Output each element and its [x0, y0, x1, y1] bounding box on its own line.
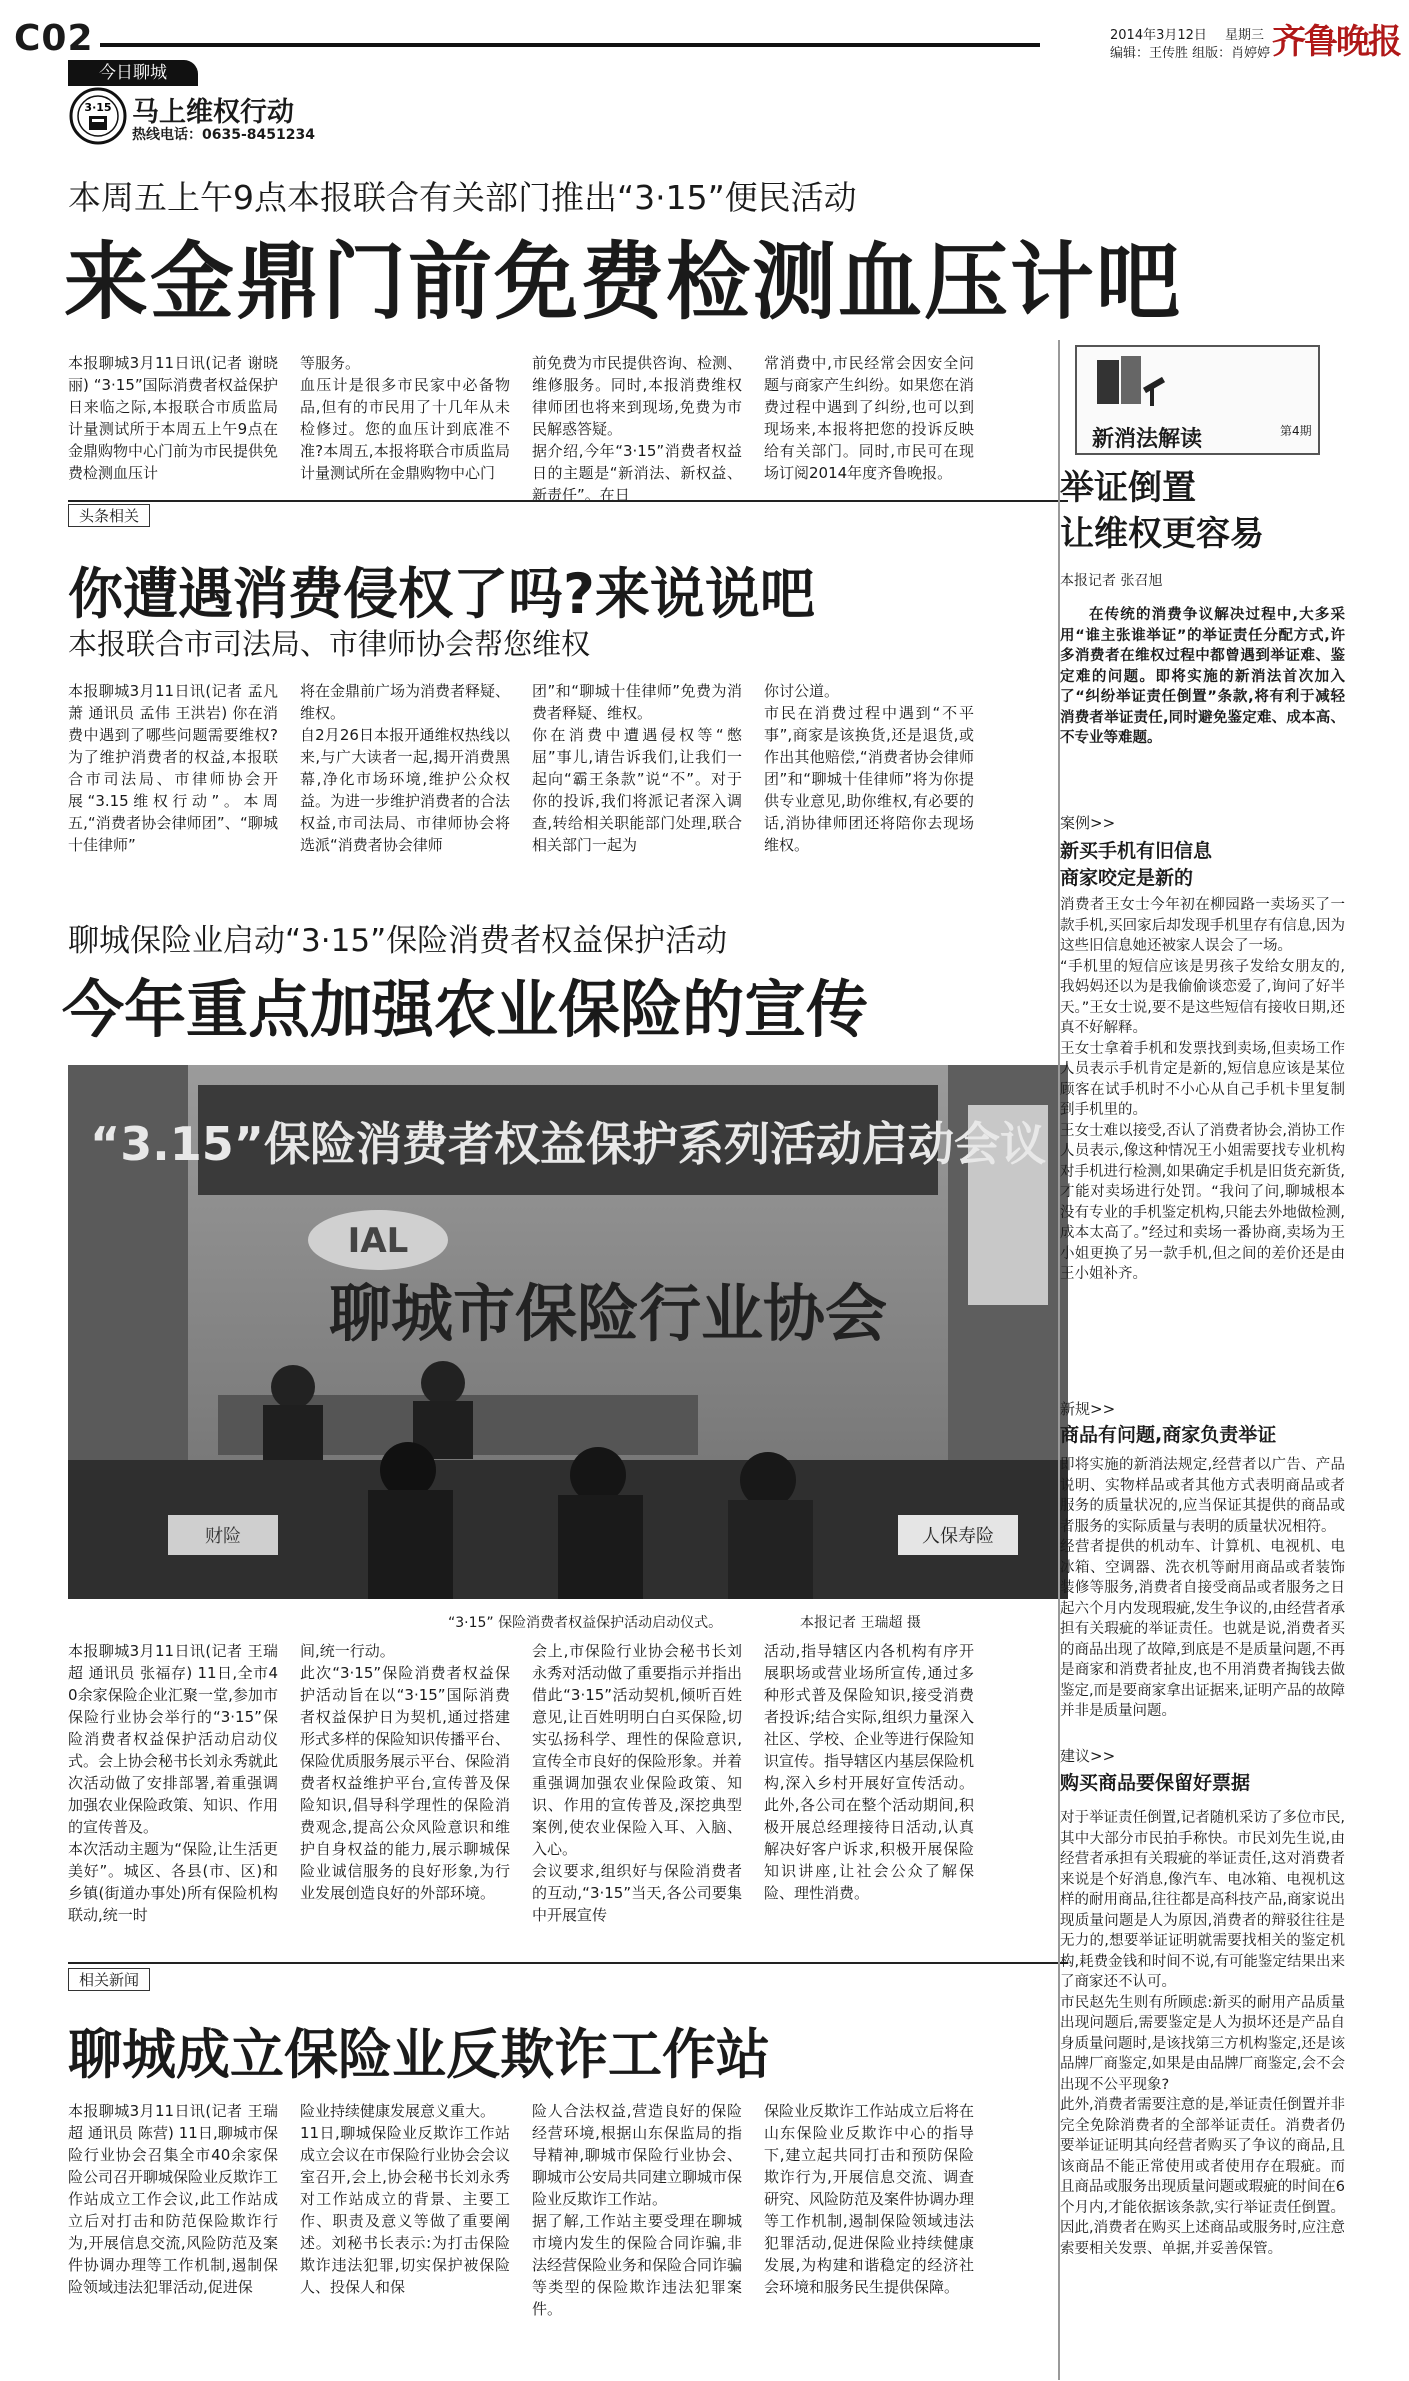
- advice-text: 对于举证责任倒置,记者随机采访了多位市民,其中大部分市民拍手称快。市民刘先生说,由经营者承担有关瑕疵的举证责任,这对消费者来说是个好消息,像汽车、电冰箱、电视机这样的耐用商品,往往都是高科技产品,商家说出现质量问题是人为原因,消费者的辩驳往往是无力的,想要举证证明就需要找相关的鉴定机构,耗费金钱和时间不说,有可能鉴定结果出来了商家还不认可。 市民赵先生则有所顾虑:新买的耐用产品质量出现问题后,需要鉴定是人为损坏还是产品自身质量问题时,是该找第三方机构鉴定,还是该品牌厂商鉴定,如果是由品牌厂商鉴定,会不会出现不公平现象? 此外,消费者需要注意的是,举证责任倒置并非完全免除消费者的全部举证责任。消费者仍要举证证明其向经营者购买了争议的商品,且该商品不能正常使用或者使用存在瑕疵。而且商品或服务出现质量问题或瑕疵的时间在6个月内,才能依据该条款,实行举证责任倒置。因此,消费者在购买上述商品或服务时,应注意索要相关发票、单据,并妥善保管。: [1060, 1810, 1345, 2257]
- page-number: C02: [14, 18, 94, 59]
- lead-subtitle: 本周五上午9点本报联合有关部门推出“3·15”便民活动: [68, 178, 857, 217]
- story2-column-1: 本报聊城3月11日讯(记者 孟凡萧 通讯员 孟伟 王洪岩) 你在消费中遇到了哪些问题需要维权?为了维护消费者的权益,本报联合市司法局、市律师协会开展“3.15维权行动”。本周五,“消费者协会律师团”、“聊城十佳律师”: [68, 682, 278, 854]
- meeting-photo: [68, 1065, 1068, 1599]
- section-tab: 今日聊城: [68, 60, 198, 86]
- header-rule: [100, 43, 1040, 47]
- sidebar-headline: 举证倒置 让维权更容易: [1060, 468, 1264, 554]
- lead-column-3: 前免费为市民提供咨询、检测、维修服务。同时,本报消费维权律师团也将来到现场,免费为市民解惑答疑。 据介绍,今年“3·15”消费者权益日的主题是“新消法、新权益、新责任”。在日: [532, 354, 743, 504]
- case-label: 案例>>: [1060, 814, 1116, 832]
- law-book-gavel-icon: [1092, 352, 1172, 412]
- section-rule: [68, 500, 1068, 524]
- lead-column-2: 等服务。 血压计是很多市民家中必备物品,但有的市民用了十几年从未检修过。您的血压计到底准不准?本周五,本报将联合市质监局计量测试所在金鼎购物中心门: [300, 354, 510, 482]
- new-rule-headline: 商品有问题,商家负责举证: [1060, 1424, 1277, 1446]
- story2-column-3: 团”和“聊城十佳律师”免费为消费者释疑、维权。 你在消费中遭遇侵权等“憋屈”事儿,请告诉我们,让我们一起向“霸王条款”说“不”。对于你的投诉,我们将派记者深入调查,转给相关职能部门处理,联合相关部门一起为: [532, 682, 742, 854]
- story4-headline: 聊城成立保险业反欺诈工作站: [68, 2023, 770, 2086]
- sidebar-column-name: 新消法解读: [1092, 427, 1203, 452]
- case-headline: 新买手机有旧信息 商家咬定是新的: [1060, 840, 1213, 889]
- story2-column-4: 你讨公道。 市民在消费过程中遇到“不平事”,商家是该换货,还是退货,或作出其他赔偿,“消费者协会律师团”和“聊城十佳律师”将为你提供专业意见,助你维权,有必要的话,消协律师团还将陪你去现场维权。: [764, 682, 974, 854]
- editor-credits: 编辑：王传胜 组版：肖婷婷: [1110, 46, 1271, 61]
- advice-label: 建议>>: [1060, 1747, 1116, 1765]
- story3-column-3: 会上,市保险行业协会秘书长刘永秀对活动做了重要指示并指出借此“3·15”活动契机,倾听百姓意见,让百姓明明白白买保险,切实弘扬科学、理性的保险意识,宣传全市良好的保险形象。并着重强调加强农业保险政策、知识、作用的宣传普及,深挖典型案例,使农业保险入耳、入脑、入心。 会议要求,组织好与保险消费者的互动,“3·15”当天,各公司要集中开展宣传: [532, 1642, 743, 1924]
- lead-column-1: 本报聊城3月11日讯(记者 谢晓丽) “3·15”国际消费者权益保护日来临之际,本报联合市质监局计量测试所于本周五上午9点在金鼎购物中心门前为市民提供免费检测血压计: [68, 354, 279, 482]
- story2-deck: 本报联合市司法局、市律师协会帮您维权: [68, 627, 591, 661]
- sidebar-intro: 在传统的消费争议解决过程中,大多采用“谁主张谁举证”的举证责任分配方式,许多消费者在维权过程中都曾遇到举证难、鉴定难的问题。即将实施的新消法首次加入了“纠纷举证责任倒置”条款,将有利于减轻消费者举证责任,同时避免鉴定难、成本高、不专业等难题。: [1060, 607, 1345, 746]
- consumer-rights-emblem-icon: [68, 86, 128, 146]
- story3-headline: 今年重点加强农业保险的宣传: [62, 973, 869, 1046]
- story4-column-4: 保险业反欺诈工作站成立后将在山东保险业反欺诈中心的指导下,建立起共同打击和预防保险欺诈行为,开展信息交流、调查研究、风险防范及案件协调办理等工作机制,遏制保险领域违法犯罪活动,促进保险业持续健康发展,为构建和谐稳定的经济社会环境和服务民生提供保障。: [764, 2102, 975, 2296]
- photo-banner-text: “3.15”保险消费者权益保护系列活动启动会议: [90, 1117, 1046, 1171]
- lead-headline: 来金鼎门前免费检测血压计吧: [64, 233, 1183, 331]
- section-rule: [68, 1962, 1068, 1964]
- new-rule-text: 即将实施的新消法规定,经营者以广告、产品说明、实物样品或者其他方式表明商品或者服务的质量状况的,应当保证其提供的商品或者服务的实际质量与表明的质量状况相符。 经营者提供的机动车、计算机、电视机、电冰箱、空调器、洗衣机等耐用商品或者装饰装修等服务,消费者自接受商品或者服务之日起六个月内发现瑕疵,发生争议的,由经营者承担有关瑕疵的举证责任。也就是说,消费者买的商品出现了故障,到底是不是质量问题,不再是商家和消费者扯皮,也不用消费者掏钱去做鉴定,而是要商家拿出证据来,证明产品的故障并非是质量问题。: [1060, 1457, 1345, 1719]
- photo-sign-right: 人保寿险: [922, 1526, 994, 1547]
- svg-text:IAL: IAL: [347, 1221, 409, 1261]
- related-tag: 头条相关: [68, 504, 150, 527]
- sidebar-issue-number: 第4期: [1280, 424, 1312, 438]
- issue-date: 2014年3月12日: [1110, 28, 1207, 43]
- story4-column-1: 本报聊城3月11日讯(记者 王瑞超 通讯员 陈营) 11日,聊城市保险行业协会召集全市40余家保险公司召开聊城保险业反欺诈工作站成立工作会议,此工作站成立后对打击和防范保险欺诈行为,开展信息交流,风险防范及案件协调办理等工作机制,遏制保险领域违法犯罪活动,促进保: [68, 2102, 279, 2296]
- photo-credit: 本报记者 王瑞超 摄: [800, 1615, 921, 1631]
- story3-column-4: 活动,指导辖区内各机构有序开展职场或营业场所宣传,通过多种形式普及保险知识,接受消费者投诉;结合实际,组织力量深入社区、学校、企业等进行保险知识宣传。指导辖区内基层保险机构,深入乡村开展好宣传活动。此外,各公司在整个活动期间,积极开展总经理接待日活动,认真解决好客户诉求,积极开展保险知识讲座,让社会公众了解保险、理性消费。: [764, 1642, 975, 1902]
- story3-column-2: 间,统一行动。 此次“3·15”保险消费者权益保护活动旨在以“3·15”国际消费者权益保护日为契机,通过搭建形式多样的保险知识传播平台、保险优质服务展示平台、保险消费者权益维护平台,宣传普及保险知识,倡导科学理性的保险消费观念,提高公众风险意识和维护自身权益的能力,展示聊城保险业诚信服务的良好形象,为行业发展创造良好的外部环境。: [300, 1642, 511, 1902]
- advice-headline: 购买商品要保留好票据: [1060, 1772, 1251, 1794]
- story3-column-1: 本报聊城3月11日讯(记者 王瑞超 通讯员 张福存) 11日,全市40余家保险企业汇聚一堂,参加市保险行业协会举行的“3·15”保险消费者权益保护活动启动仪式。会上协会秘书长刘永秀就此次活动做了安排部署,着重强调加强农业保险政策、知识、作用的宣传普及。 本次活动主题为“保险,让生活更美好”。城区、各县(市、区)和乡镇(街道办事处)所有保险机构联动,统一时: [68, 1642, 279, 1924]
- svg-text:3·15: 3·15: [84, 101, 112, 114]
- story4-column-3: 险人合法权益,营造良好的保险经营环境,根据山东保监局的指导精神,聊城市保险行业协会、聊城市公安局共同建立聊城市保险业反欺诈工作站。 据了解,工作站主要受理在聊城市境内发生的保险合同诈骗,非法经营保险业务和保险合同诈骗等类型的保险欺诈违法犯罪案件。: [532, 2102, 743, 2318]
- photo-sign-left: 财险: [205, 1526, 241, 1547]
- meeting-photo-illustration: [68, 1065, 1068, 1599]
- column-name: 马上维权行动: [132, 97, 294, 128]
- new-rule-label: 新规>>: [1060, 1400, 1116, 1418]
- story2-column-2: 将在金鼎前广场为消费者释疑、维权。 自2月26日本报开通维权热线以来,与广大读者一起,揭开消费黑幕,净化市场环境,维护公众权益。为进一步维护消费者的合法权益,市司法局、市律师协会将选派“消费者协会律师: [300, 682, 511, 854]
- sidebar-byline: 本报记者 张召旭: [1060, 573, 1163, 589]
- related-news-tag: 相关新闻: [68, 1968, 150, 1991]
- story4-column-2: 险业持续健康发展意义重大。 11日,聊城保险业反欺诈工作站成立会议在市保险行业协会会议室召开,会上,协会秘书长刘永秀对工作站成立的背景、主要工作、职责及意义等做了重要阐述。刘秘书长表示:为打击保险欺诈违法犯罪,切实保护被保险人、投保人和保: [300, 2102, 511, 2296]
- newspaper-logo: 齐鲁晚报: [1272, 22, 1400, 62]
- hotline: 热线电话：0635-8451234: [132, 127, 315, 143]
- story2-headline: 你遭遇消费侵权了吗?来说说吧: [68, 562, 815, 626]
- photo-wall-text: 聊城市保险行业协会: [328, 1277, 888, 1350]
- photo-caption: “3·15” 保险消费者权益保护活动启动仪式。: [448, 1615, 723, 1631]
- case-text: 消费者王女士今年初在柳园路一卖场买了一款手机,买回家后却发现手机里存有信息,因为这些旧信息她还被家人误会了一场。 “手机里的短信应该是男孩子发给女朋友的,我妈妈还以为是我偷偷谈恋爱了,询问了好半天。”王女士说,要不是这些短信有接收日期,还真不好解释。 王女士拿着手机和发票找到卖场,但卖场工作人员表示手机肯定是新的,短信息应该是某位顾客在试手机时不小心从自己手机卡里复制到手机里的。 王女士难以接受,否认了消费者协会,消协工作人员表示,像这种情况王小姐需要找专业机构对手机进行检测,如果确定手机是旧货充新货,才能对卖场进行处罚。“我问了问,聊城根本没有专业的手机鉴定机构,只能去外地做检测,成本太高了。”经过和卖场一番协商,卖场为王小姐更换了另一款手机,但之间的差价还是由王小姐补齐。: [1060, 897, 1345, 1282]
- issue-weekday: 星期三: [1225, 28, 1265, 43]
- lead-column-4: 常消费中,市民经常会因安全问题与商家产生纠纷。如果您在消费过程中遇到了纠纷,也可以到现场来,本报将把您的投诉反映给有关部门。同时,市民可在现场订阅2014年度齐鲁晚报。: [764, 354, 975, 482]
- story3-subtitle: 聊城保险业启动“3·15”保险消费者权益保护活动: [68, 923, 728, 959]
